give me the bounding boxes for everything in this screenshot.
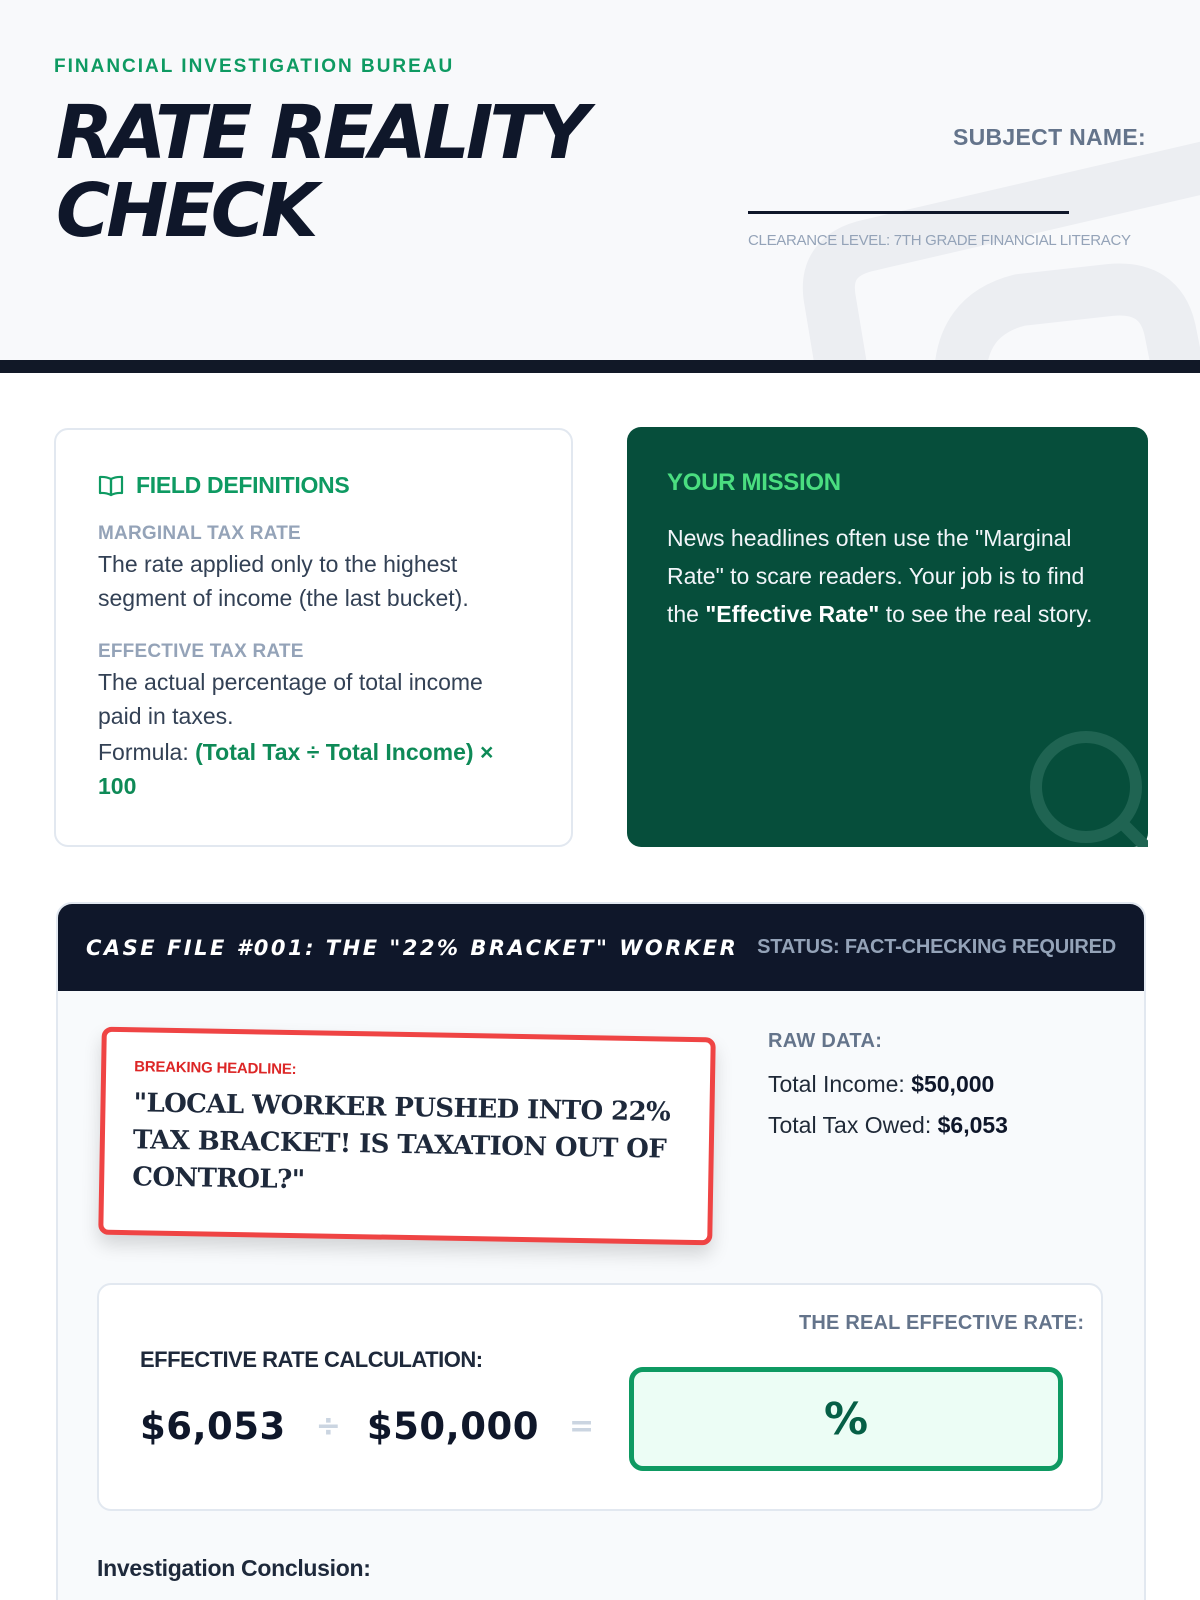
formula-prefix: Formula:: [98, 739, 196, 765]
total-income-label: Total Income:: [768, 1071, 912, 1097]
marginal-rate-definition: The rate applied only to the highest segment of income (the last bucket).: [98, 551, 469, 611]
calculation-equation: [140, 1405, 594, 1448]
header-divider: [0, 360, 1200, 373]
breaking-headline-text: "LOCAL WORKER PUSHED INTO 22% TAX BRACKET! IS TAXATION OUT OF CONTROL?": [131, 1088, 671, 1196]
investigation-conclusion-label: Investigation Conclusion:: [97, 1555, 371, 1581]
case-file-status: STATUS: FACT-CHECKING REQUIRED: [757, 936, 1116, 958]
effective-rate-calculation-panel: [97, 1283, 1103, 1511]
definitions-heading-text: FIELD DEFINITIONS: [136, 472, 350, 498]
raw-data-block: [768, 1030, 1008, 1139]
field-definitions-card: [54, 428, 573, 847]
total-tax-value: $6,053: [937, 1112, 1008, 1138]
mission-text: [667, 519, 1110, 633]
formula-line: [98, 735, 531, 803]
title-line-1: RATE REALITY: [56, 90, 586, 176]
total-income-value: $50,000: [911, 1071, 995, 1097]
clearance-level: CLEARANCE LEVEL: 7TH GRADE FINANCIAL LITERACY: [748, 232, 1131, 249]
book-open-icon: [98, 475, 124, 497]
mission-text-emphasis: "Effective Rate": [705, 601, 880, 627]
marginal-rate-term: MARGINAL TAX RATE: [98, 523, 301, 544]
mission-text-start: News headlines often use the "Marginal Rate" to scare readers. Your job is to find the: [667, 525, 1085, 627]
breaking-headline-label: BREAKING HEADLINE:: [134, 1058, 297, 1079]
raw-data-label: RAW DATA:: [768, 1030, 883, 1052]
formula-value: (Total Tax ÷ Total Income) × 100: [98, 739, 494, 799]
agency-name: FINANCIAL INVESTIGATION BUREAU: [54, 56, 455, 77]
equals-symbol: =: [568, 1409, 595, 1444]
page-header: [0, 0, 1200, 360]
percent-unit: %: [823, 1393, 869, 1445]
subject-name-label: SUBJECT NAME:: [952, 124, 1146, 150]
total-tax-label: Total Tax Owed:: [768, 1112, 938, 1138]
effective-rate-answer-field[interactable]: [629, 1367, 1063, 1471]
divide-symbol: ÷: [315, 1409, 341, 1444]
mission-text-end: to see the real story.: [879, 601, 1093, 627]
breaking-headline-card: [98, 1027, 716, 1246]
case-file-header: [58, 904, 1144, 991]
calculation-label: EFFECTIVE RATE CALCULATION:: [140, 1347, 483, 1372]
page-title: [56, 90, 586, 254]
tax-numerator: $6,053: [140, 1405, 286, 1448]
mission-heading: YOUR MISSION: [667, 469, 841, 496]
definitions-heading: [98, 472, 531, 499]
magnifier-icon: [1026, 727, 1148, 847]
case-file-title: CASE FILE #001: THE "22% BRACKET" WORKER: [86, 935, 739, 960]
income-denominator: $50,000: [366, 1405, 539, 1448]
effective-rate-definition: The actual percentage of total income paid in taxes.: [98, 669, 483, 729]
total-tax-row: [768, 1112, 1008, 1139]
effective-rate-term: EFFECTIVE TAX RATE: [98, 641, 304, 662]
answer-label: THE REAL EFFECTIVE RATE:: [799, 1312, 1085, 1334]
subject-name-field[interactable]: [748, 211, 1069, 214]
title-line-2: CHECK: [56, 168, 315, 254]
total-income-row: [768, 1071, 1008, 1098]
